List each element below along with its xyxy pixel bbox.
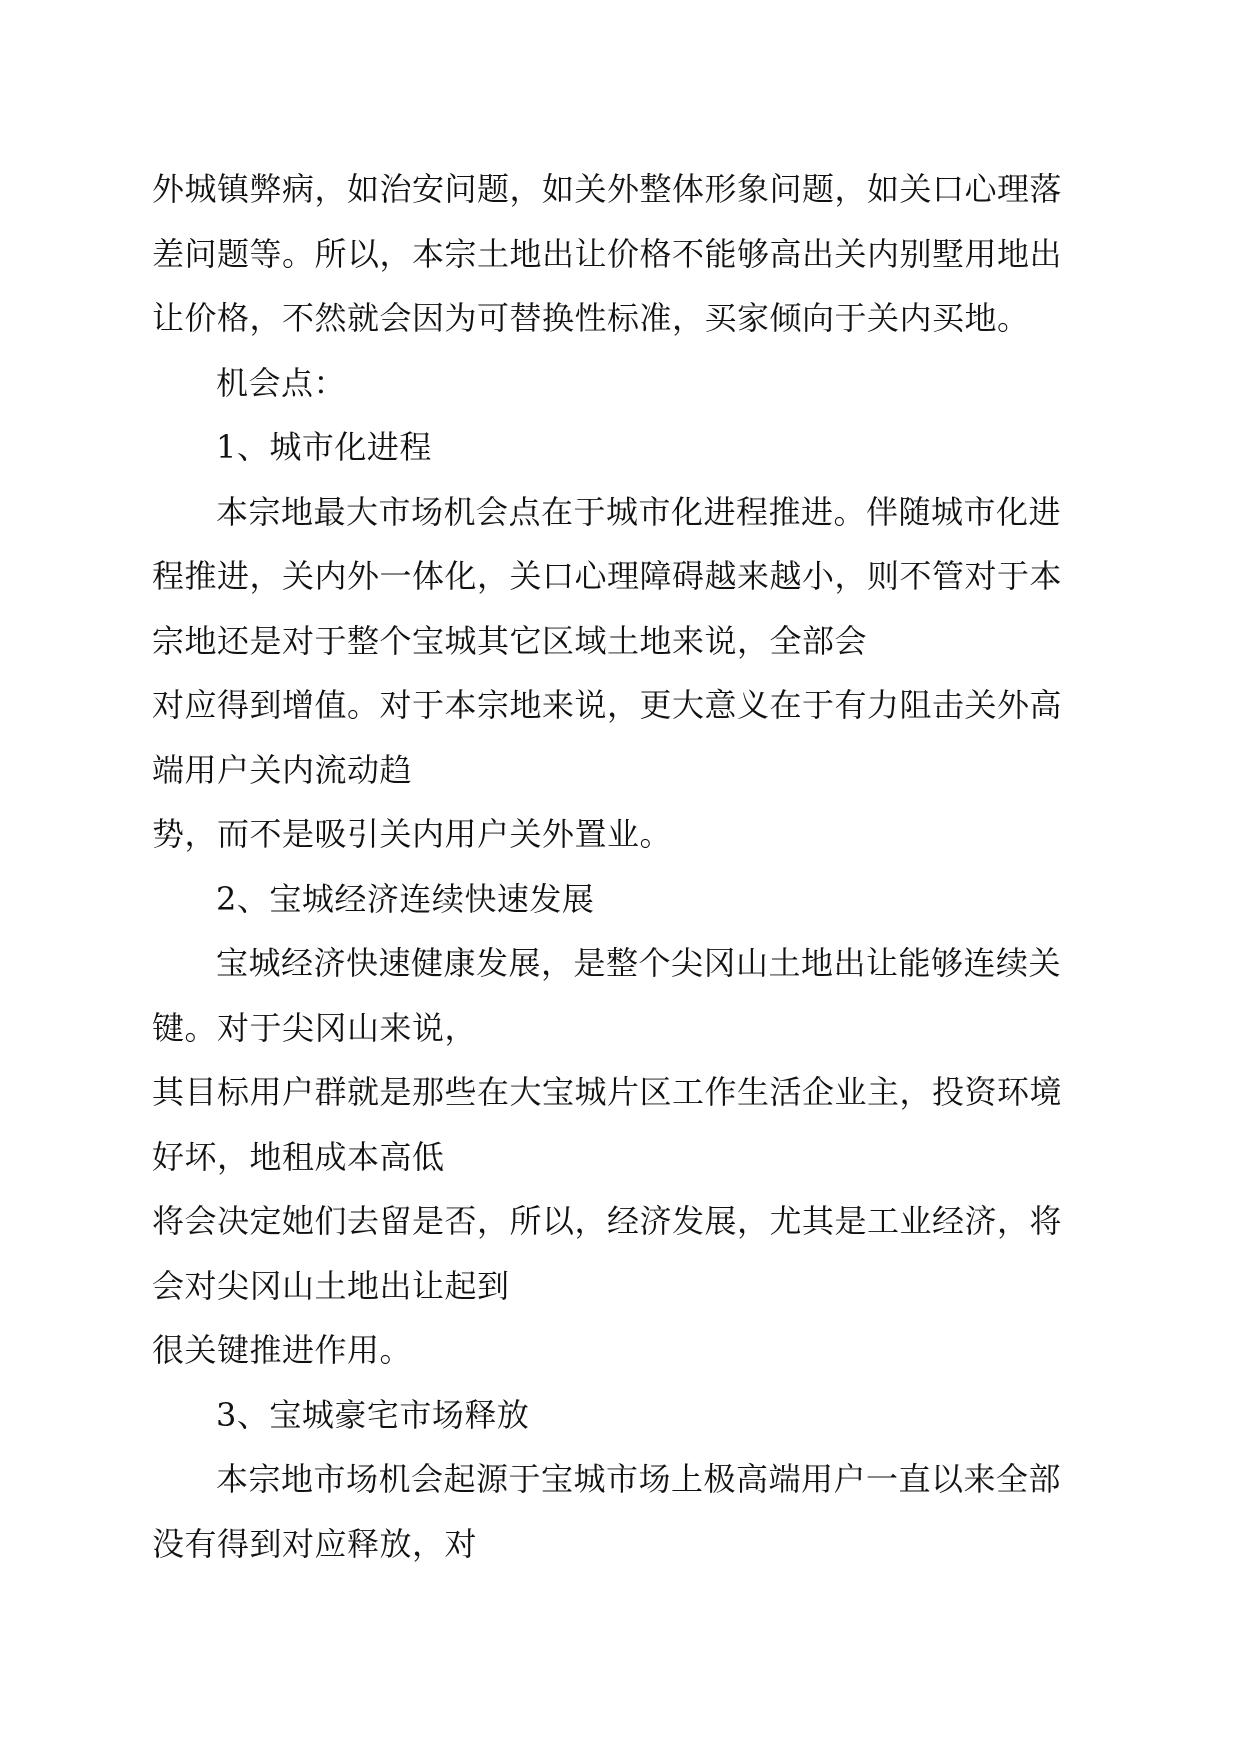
text-line: 2、宝城经济连续快速发展 — [216, 879, 595, 918]
text-line: 很关键推进作用。 — [152, 1331, 413, 1369]
text-line: 宗地还是对于整个宝城其它区域土地来说，全部会 — [152, 621, 868, 660]
text-line: 端用户关内流动趋 — [152, 750, 413, 789]
text-line: 本宗地市场机会起源于宝城市场上极高端用户一直以来全部 — [216, 1460, 1062, 1498]
text-line: 3、宝城豪宅市场释放 — [216, 1395, 530, 1434]
text-line: 没有得到对应释放，对 — [152, 1524, 478, 1563]
text-line: 会对尖冈山土地出让起到 — [152, 1266, 510, 1305]
text-line: 将会决定她们去留是否，所以，经济发展，尤其是工业经济，将 — [152, 1202, 1063, 1240]
text-line: 程推进，关内外一体化，关口心理障碍越来越小，则不管对于本 — [152, 557, 1063, 595]
text-line: 势，而不是吸引关内用户关外置业。 — [152, 815, 673, 853]
text-line: 1、城市化进程 — [216, 428, 432, 466]
text-line: 让价格，不然就会因为可替换性标准，买家倾向于关内买地。 — [152, 299, 1030, 337]
text-line: 差问题等。所以，本宗土地出让价格不能够高出关内别墅用地出 — [152, 234, 1063, 273]
document-body — [152, 157, 1092, 1576]
text-line: 好坏，地租成本高低 — [152, 1137, 445, 1176]
text-line: 宝城经济快速健康发展，是整个尖冈山土地出让能够连续关 — [216, 944, 1062, 982]
text-line: 本宗地最大市场机会点在于城市化进程推进。伴随城市化进 — [216, 492, 1062, 531]
text-line: 键。对于尖冈山来说， — [152, 1008, 478, 1047]
text-line: 对应得到增值。对于本宗地来说，更大意义在于有力阻击关外高 — [152, 686, 1063, 724]
text-line: 外城镇弊病，如治安问题，如关外整体形象问题，如关口心理落 — [152, 170, 1063, 208]
text-line: 机会点： — [216, 363, 347, 402]
text-line: 其目标用户群就是那些在大宝城片区工作生活企业主，投资环境 — [152, 1073, 1063, 1111]
